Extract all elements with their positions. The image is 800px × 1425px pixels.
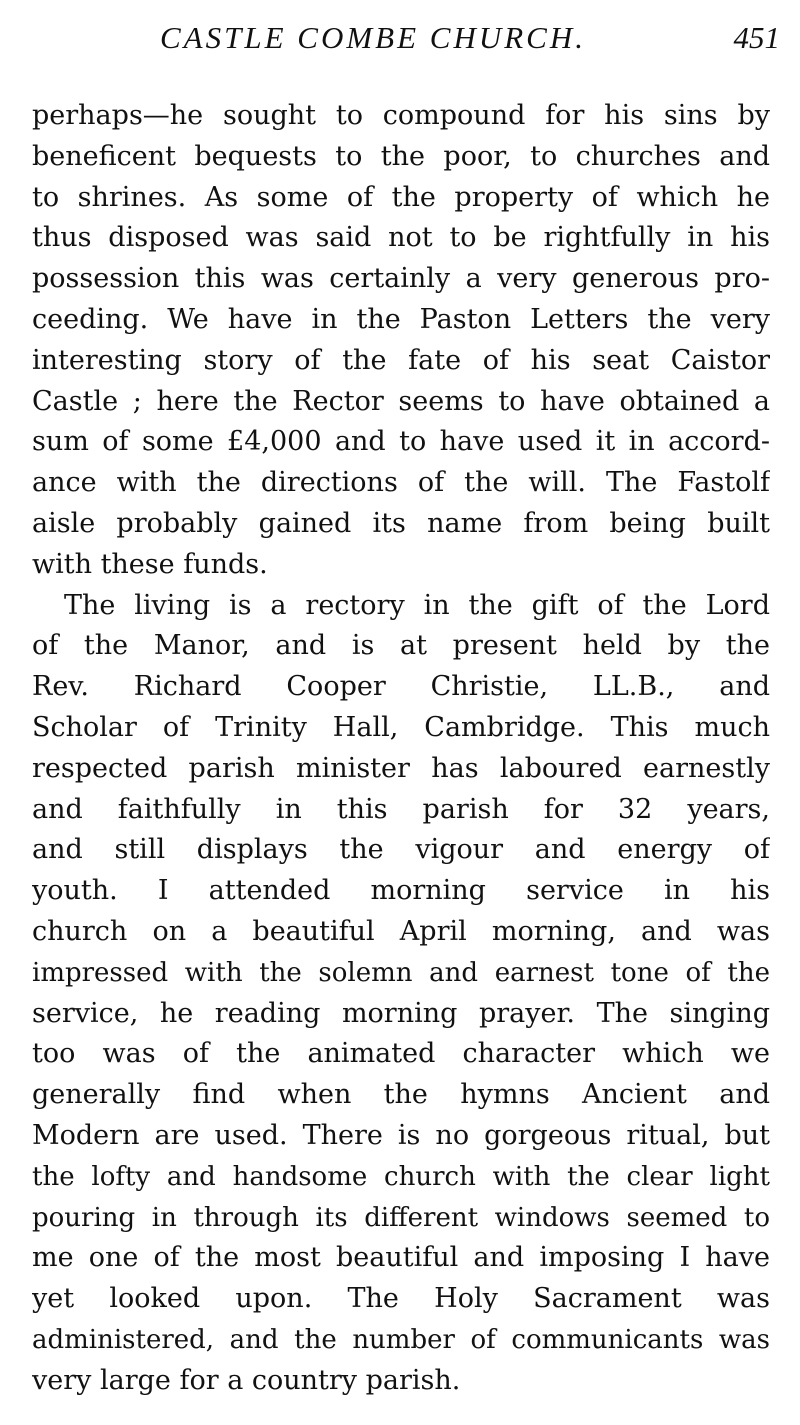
page-number: 451	[733, 20, 780, 55]
text-line: aisle probably gained its name from being built	[32, 507, 770, 539]
text-line: ance with the directions of the will. The Fastolf	[32, 467, 770, 499]
text-line: possession this was certainly a very generous pro-	[32, 263, 770, 295]
text-line: me one of the most beautiful and imposing I have	[32, 1242, 770, 1274]
text-line: Castle ; here the Rector seems to have obtained a	[32, 385, 770, 417]
body-text	[32, 96, 770, 1402]
paragraph-2	[32, 586, 770, 1402]
text-line: church on a beautiful April morning, and was	[32, 915, 770, 947]
text-line: generally find when the hymns Ancient and	[32, 1079, 770, 1111]
text-line: to shrines. As some of the property of which he	[32, 181, 770, 213]
text-line: with these funds.	[32, 548, 268, 580]
text-line: service, he reading morning prayer. The singing	[32, 997, 770, 1029]
running-title: CASTLE COMBE CHURCH.	[160, 20, 586, 55]
text-line: ceeding. We have in the Paston Letters the very	[32, 303, 770, 335]
text-line: very large for a country parish.	[32, 1364, 461, 1396]
text-line: Modern are used. There is no gorgeous ritual, but	[32, 1119, 770, 1151]
text-line: the lofty and handsome church with the clear light	[32, 1161, 770, 1192]
text-line: of the Manor, and is at present held by the	[32, 630, 770, 662]
text-line: yet looked upon. The Holy Sacrament was	[32, 1283, 770, 1315]
text-line: The living is a rectory in the gift of the Lord	[64, 589, 770, 621]
text-line: pouring in through its different windows seemed to	[32, 1202, 770, 1233]
text-line: respected parish minister has laboured earnestly	[32, 752, 770, 784]
text-line: and still displays the vigour and energy of	[32, 834, 770, 866]
text-line: administered, and the number of communicants was	[32, 1324, 770, 1355]
text-line: thus disposed was said not to be rightfully in his	[32, 222, 770, 254]
paragraph-1	[32, 96, 770, 586]
running-head	[30, 16, 780, 64]
text-line: Rev. Richard Cooper Christie, LL.B., and	[32, 671, 770, 703]
text-line: perhaps—he sought to compound for his sins by	[32, 100, 770, 131]
text-line: impressed with the solemn and earnest tone of the	[32, 957, 770, 988]
text-line: youth. I attended morning service in his	[32, 875, 770, 907]
text-line: beneficent bequests to the poor, to churches and	[32, 140, 770, 172]
text-line: and faithfully in this parish for 32 years,	[32, 793, 770, 825]
text-line: too was of the animated character which we	[32, 1038, 770, 1070]
text-line: sum of some £4,000 and to have used it in accord-	[32, 426, 770, 458]
text-line: interesting story of the fate of his seat Caistor	[32, 344, 770, 376]
text-line: Scholar of Trinity Hall, Cambridge. This much	[32, 711, 770, 743]
